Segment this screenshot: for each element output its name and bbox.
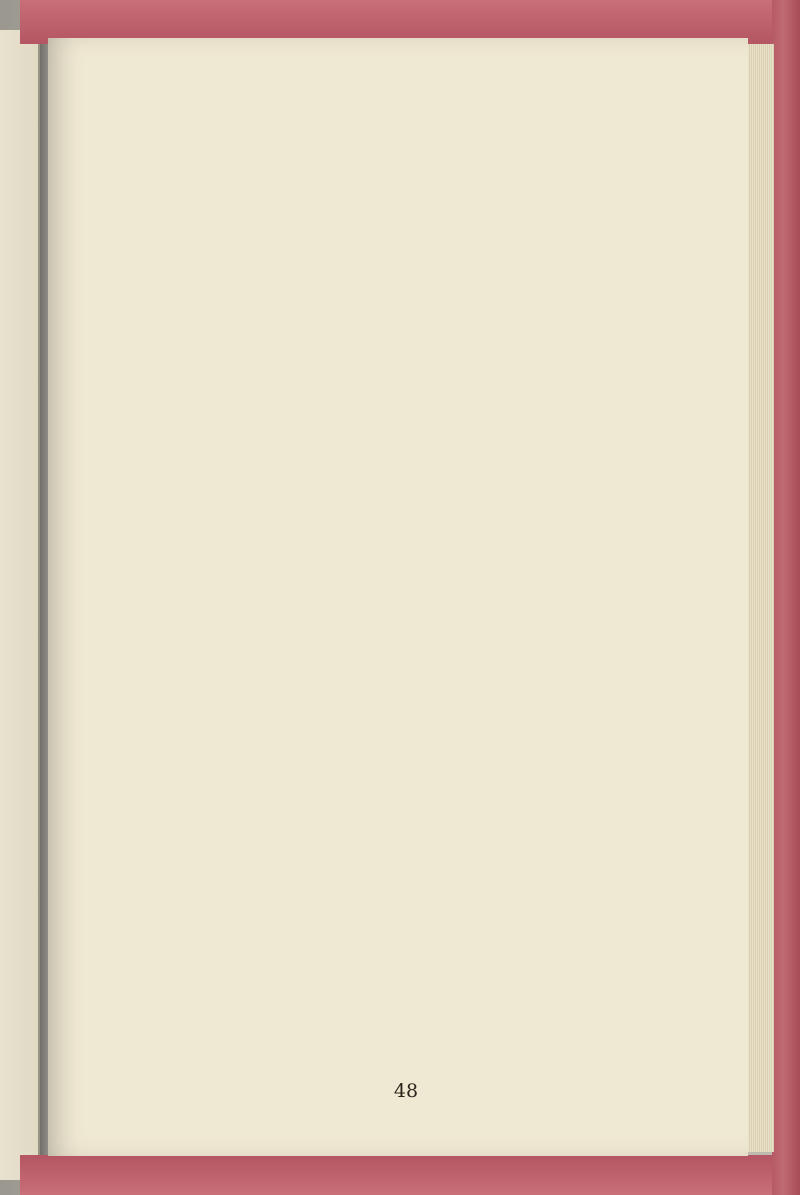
lower-text-block [122,670,682,1030]
page-stack-edge [748,44,774,1152]
left-facing-page [0,30,40,1180]
book-page [48,38,748,1156]
page-number: 48 [393,1080,419,1102]
cover-bottom-edge [20,1155,800,1195]
upper-text-block [122,253,682,613]
cover-right-edge [772,0,800,1195]
